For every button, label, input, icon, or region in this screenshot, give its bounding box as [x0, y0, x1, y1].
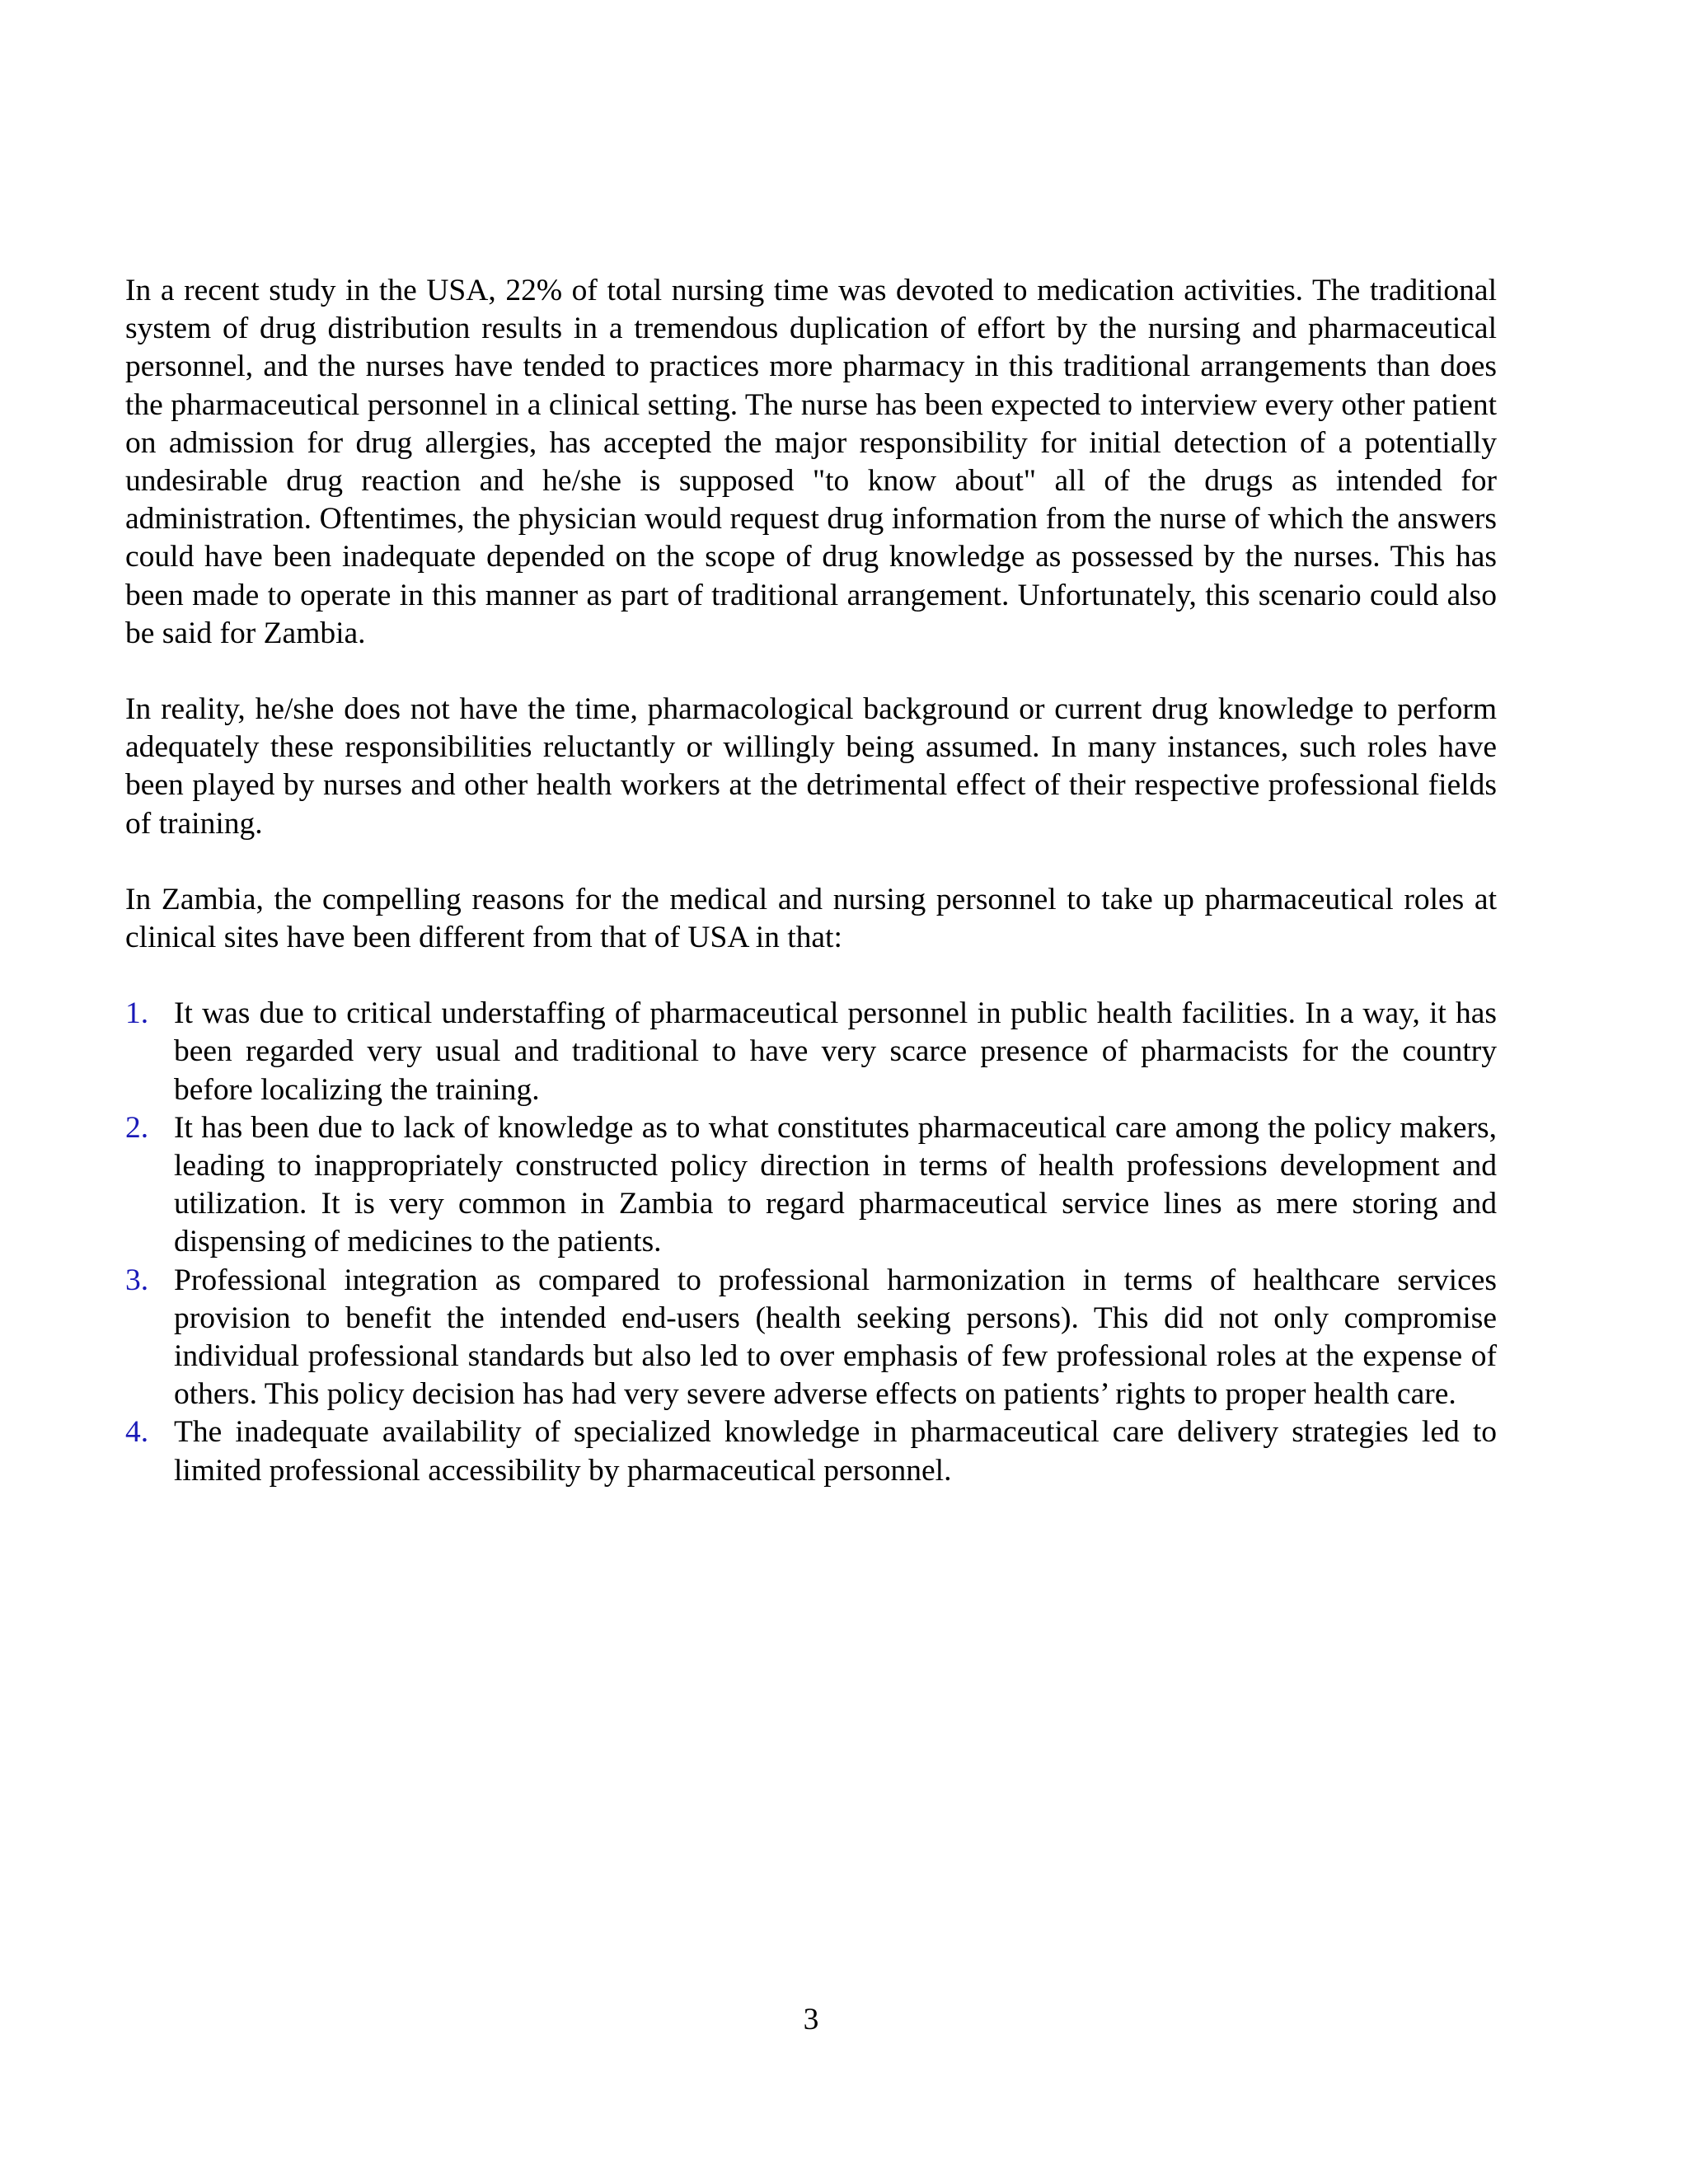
list-item-text: The inadequate availability of specialized knowledge in pharmaceutical care delivery strategies led to limited professional accessibility by pharmaceutical personnel.: [174, 1415, 1497, 1488]
list-item-number: 3.: [125, 1263, 149, 1297]
list-item-number: 4.: [125, 1415, 149, 1450]
list-item-number: 1.: [125, 996, 149, 1031]
page-body: [125, 272, 1497, 1490]
paragraph-nursing-time: In a recent study in the USA, 22% of total nursing time was devoted to medication activities. The traditional system of drug distribution results in a tremendous duplication of effort by the nursing and pharmaceutical personnel, and the nurses have tended to practices more pharmacy in this traditional arrangements than does the pharmaceutical personnel in a clinical setting. The nurse has been expected to interview every other patient on admission for drug allergies, has accepted the major responsibility for initial detection of a potentially undesirable drug reaction and he/she is supposed "to know about" all of the drugs as intended for administration. Oftentimes, the physician would request drug information from the nurse of which the answers could have been inadequate depended on the scope of drug knowledge as possessed by the nurses. This has been made to operate in this manner as part of traditional arrangement. Unfortunately, this scenario could also be said for Zambia.: [125, 274, 1497, 650]
list-item: [125, 995, 1497, 1109]
list-item-text: Professional integration as compared to professional harmonization in terms of healthcare services provision to benefit the intended end-users (health seeking persons). This did not only compromise individual professional standards but also led to over emphasis of few professional roles at the expense of others. This policy decision has had very severe adverse effects on patients’ rights to proper health care.: [174, 1263, 1497, 1412]
paragraph-reality: In reality, he/she does not have the time, pharmacological background or current drug knowledge to perform adequately these responsibilities reluctantly or willingly being assumed. In many instances, such roles have been played by nurses and other health workers at the detrimental effect of their respective professional fields of training.: [125, 692, 1497, 841]
list-item-number: 2.: [125, 1110, 149, 1145]
reasons-list: [125, 995, 1497, 1490]
page-number: 3: [803, 2003, 819, 2036]
list-item: [125, 1413, 1497, 1489]
list-item-text: It was due to critical understaffing of pharmaceutical personnel in public health facilities. In a way, it has been regarded very usual and traditional to have very scarce presence of pharmacists for the country before localizing the training.: [174, 996, 1497, 1107]
list-item-text: It has been due to lack of knowledge as to what constitutes pharmaceutical care among the policy makers, leading to inappropriately constructed policy direction in terms of health professions development and utilization. It is very common in Zambia to regard pharmaceutical service lines as mere storing and dispensing of medicines to the patients.: [174, 1110, 1497, 1259]
list-item: [125, 1109, 1497, 1262]
list-item: [125, 1262, 1497, 1414]
paragraph-zambia-reasons: In Zambia, the compelling reasons for the medical and nursing personnel to take up pharmaceutical roles at clinical sites have been different from that of USA in that:: [125, 882, 1497, 955]
